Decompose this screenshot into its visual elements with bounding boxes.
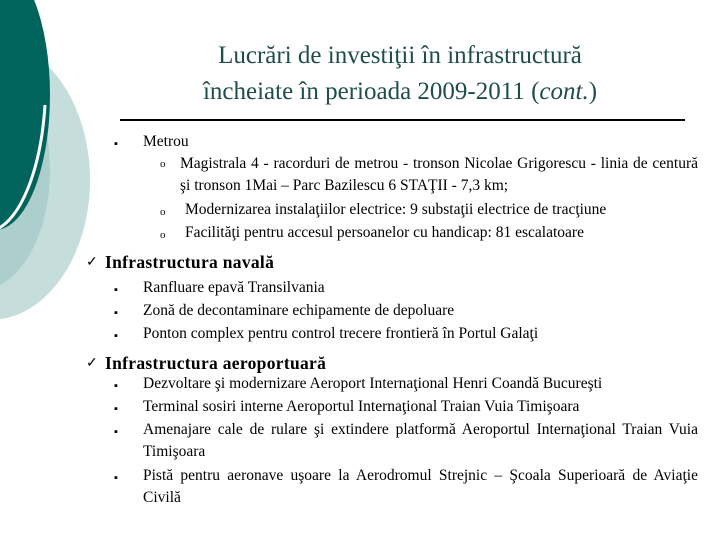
aeroportuara-heading: Infrastructura aeroportuară	[105, 353, 327, 373]
square-bullet-icon: ▪	[114, 138, 118, 150]
square-bullet-icon: ▪	[114, 284, 118, 296]
aeroportuara-item-1: Dezvoltare şi modernizare Aeroport Internaţional Henri Coandă Bucureşti	[143, 375, 603, 392]
title-line-2-italic: cont.	[539, 78, 589, 105]
title-line-2	[120, 74, 680, 110]
metrou-subitem-3: Facilităţi pentru accesul persoanelor cu handicap: 81 escalatoare	[185, 224, 584, 241]
title-line-2-end: )	[588, 78, 598, 105]
navala-item-1: Ranfluare epavă Transilvania	[143, 279, 325, 296]
circle-bullet-icon: o	[160, 229, 166, 241]
square-bullet-icon: ▪	[114, 330, 118, 342]
decoration-circles	[0, 0, 110, 320]
page-title	[120, 38, 680, 110]
aeroportuara-item-3: Amenajare cale de rulare şi extindere platformă Aeroportul Internaţional Traian Vuia Timişoara	[143, 421, 698, 460]
square-bullet-icon: ▪	[114, 380, 118, 392]
square-bullet-icon: ▪	[114, 403, 118, 415]
metrou-label: Metrou	[143, 133, 189, 150]
aeroportuara-item-2: Terminal sosiri interne Aeroportul Internaţional Traian Vuia Timişoara	[143, 398, 580, 415]
navala-heading: Infrastructura navală	[105, 252, 275, 272]
navala-item-3: Ponton complex pentru control trecere frontieră în Portul Galaţi	[143, 325, 539, 342]
title-line-1: Lucrări de investiţii în infrastructură	[218, 42, 582, 69]
square-bullet-icon: ▪	[114, 472, 118, 484]
aeroportuara-item-4: Pistă pentru aeronave uşoare la Aerodromul Strejnic – Şcoala Superioară de Aviaţie Civilă	[143, 467, 698, 506]
square-bullet-icon: ▪	[114, 426, 118, 438]
circle-bullet-icon: o	[160, 206, 166, 218]
slide-decoration	[0, 0, 110, 320]
title-line-2-main: încheiate în perioada 2009-2011 (	[202, 78, 540, 105]
title-divider	[120, 119, 685, 121]
circle-bullet-icon: o	[160, 158, 166, 170]
metrou-subitem-2: Modernizarea instalaţiilor electrice: 9 substaţii electrice de tracţiune	[185, 201, 607, 218]
metrou-subitem-1: Magistrala 4 - racorduri de metrou - tronson Nicolae Grigorescu - linia de centură şi tronson 1Mai – Parc Bazilescu 6 STAŢII - 7,3 km;	[180, 155, 698, 194]
check-icon: ✓	[86, 255, 98, 270]
check-icon: ✓	[86, 356, 98, 371]
square-bullet-icon: ▪	[114, 307, 118, 319]
navala-item-2: Zonă de decontaminare echipamente de depoluare	[143, 302, 455, 319]
